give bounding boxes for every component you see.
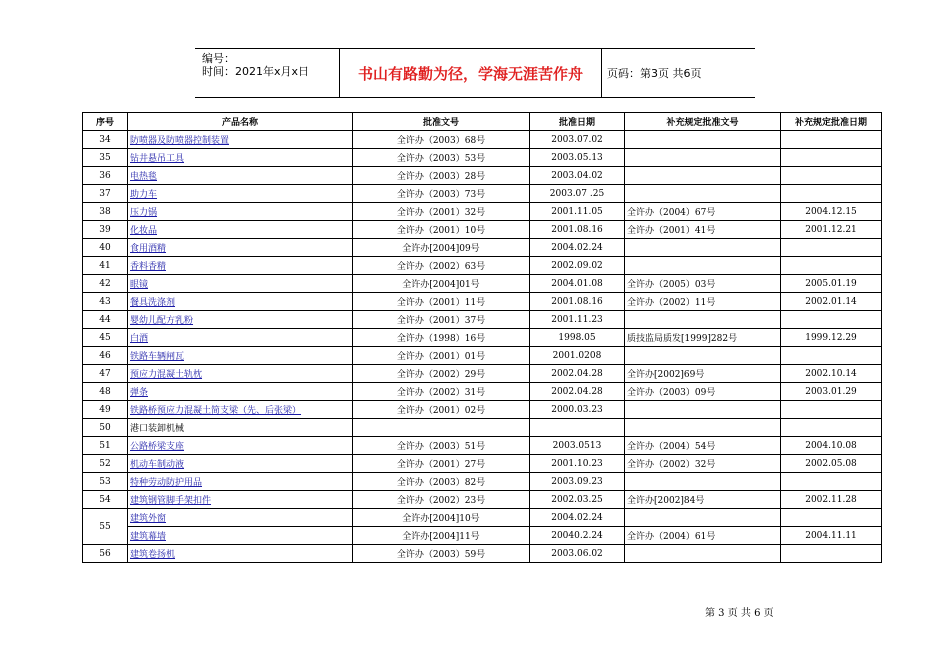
supplement-approval-date <box>781 149 882 167</box>
product-name-cell <box>128 221 353 239</box>
approval-number: 全许办（2001）27号 <box>353 455 530 473</box>
supplement-approval-number: 全许办[2002]84号 <box>625 491 781 509</box>
product-name-cell <box>128 491 353 509</box>
product-name-link[interactable]: 压力锅 <box>130 208 158 218</box>
table-row <box>83 347 882 365</box>
number-label: 编号： <box>202 52 235 65</box>
approval-date: 2003.07.02 <box>530 131 625 149</box>
approval-number: 全许办（2003）68号 <box>353 131 530 149</box>
table-row <box>83 293 882 311</box>
approval-date: 2003.09.23 <box>530 473 625 491</box>
table-row <box>83 383 882 401</box>
supplement-approval-number <box>625 131 781 149</box>
supplement-approval-number: 全许办（2005）03号 <box>625 275 781 293</box>
product-name-link[interactable]: 眼镜 <box>130 280 149 290</box>
supplement-approval-number <box>625 545 781 563</box>
product-name-cell <box>128 257 353 275</box>
product-name-link[interactable]: 铁路桥预应力混凝土简支梁（先、后张梁） <box>130 406 302 416</box>
product-name-cell <box>128 203 353 221</box>
table-row <box>83 149 882 167</box>
approval-number: 全许办（2001）01号 <box>353 347 530 365</box>
product-name-link[interactable]: 化妆品 <box>130 226 158 236</box>
product-name-cell <box>128 149 353 167</box>
approval-date: 2002.09.02 <box>530 257 625 275</box>
approval-number: 全许办（2001）37号 <box>353 311 530 329</box>
approval-date: 2004.02.24 <box>530 509 625 527</box>
approval-number: 全许办（2003）53号 <box>353 149 530 167</box>
table-row <box>83 167 882 185</box>
row-number: 48 <box>83 383 128 401</box>
row-number: 56 <box>83 545 128 563</box>
header-meta <box>195 49 340 97</box>
product-name-cell <box>128 383 353 401</box>
approval-number: 全许办（1998）16号 <box>353 329 530 347</box>
supplement-approval-number <box>625 149 781 167</box>
supplement-approval-number: 全许办[2002]69号 <box>625 365 781 383</box>
table-row <box>83 419 882 437</box>
supplement-approval-number <box>625 509 781 527</box>
row-number: 35 <box>83 149 128 167</box>
column-header-sup-date: 补充规定批准日期 <box>781 113 882 131</box>
product-name-link[interactable]: 建筑钢管脚手架扣件 <box>130 496 212 506</box>
row-number: 40 <box>83 239 128 257</box>
row-number: 55 <box>83 509 128 545</box>
supplement-approval-date <box>781 185 882 203</box>
approval-number: 全许办（2001）10号 <box>353 221 530 239</box>
approval-date: 2000.03.23 <box>530 401 625 419</box>
approval-date: 2001.11.23 <box>530 311 625 329</box>
row-number: 43 <box>83 293 128 311</box>
row-number: 38 <box>83 203 128 221</box>
table-row <box>83 257 882 275</box>
approval-number: 全许办[2004]01号 <box>353 275 530 293</box>
row-number: 36 <box>83 167 128 185</box>
approval-number: 全许办（2002）29号 <box>353 365 530 383</box>
product-name-link[interactable]: 助力车 <box>130 190 158 200</box>
supplement-approval-number <box>625 419 781 437</box>
product-name-link[interactable]: 预应力混凝土轨枕 <box>130 370 203 380</box>
approval-number: 全许办（2003）51号 <box>353 437 530 455</box>
product-name-cell <box>128 185 353 203</box>
product-name-link[interactable]: 公路桥梁支座 <box>130 442 185 452</box>
product-name-link[interactable]: 白酒 <box>130 334 149 344</box>
product-name-link[interactable]: 钻井悬吊工具 <box>130 154 185 164</box>
row-number: 46 <box>83 347 128 365</box>
supplement-approval-date: 2004.11.11 <box>781 527 882 545</box>
product-name-link[interactable]: 防喷器及防喷器控制装置 <box>130 136 230 146</box>
supplement-approval-number <box>625 401 781 419</box>
product-name-link[interactable]: 食用酒精 <box>130 244 167 254</box>
table-body <box>83 131 882 563</box>
approval-date: 2003.05.13 <box>530 149 625 167</box>
supplement-approval-date <box>781 401 882 419</box>
approval-number: 全许办（2002）23号 <box>353 491 530 509</box>
supplement-approval-number <box>625 167 781 185</box>
product-name-cell <box>128 311 353 329</box>
table-row <box>83 527 882 545</box>
supplement-approval-date <box>781 419 882 437</box>
approval-date: 20040.2.24 <box>530 527 625 545</box>
row-number: 51 <box>83 437 128 455</box>
product-name-cell <box>128 545 353 563</box>
product-name-cell <box>128 293 353 311</box>
approval-date: 2004.02.24 <box>530 239 625 257</box>
header-slogan: 书山有路勤为径，学海无涯苦作舟 <box>340 49 602 97</box>
supplement-approval-date: 2002.11.28 <box>781 491 882 509</box>
product-name-cell <box>128 455 353 473</box>
supplement-approval-number <box>625 473 781 491</box>
approval-date: 2003.06.02 <box>530 545 625 563</box>
approval-number: 全许办（2001）02号 <box>353 401 530 419</box>
supplement-approval-number <box>625 257 781 275</box>
approval-date: 2004.01.08 <box>530 275 625 293</box>
product-name-link[interactable]: 弹条 <box>130 388 149 398</box>
table-row <box>83 329 882 347</box>
supplement-approval-date <box>781 311 882 329</box>
approval-date: 2003.0513 <box>530 437 625 455</box>
supplement-approval-date: 2002.05.08 <box>781 455 882 473</box>
row-number: 52 <box>83 455 128 473</box>
product-name-cell <box>128 365 353 383</box>
row-number: 39 <box>83 221 128 239</box>
supplement-approval-number <box>625 239 781 257</box>
table-row <box>83 131 882 149</box>
approval-date: 2002.03.25 <box>530 491 625 509</box>
page-header <box>195 48 755 98</box>
approval-number: 全许办（2001）32号 <box>353 203 530 221</box>
page-footer: 第 3 页 共 6 页 <box>705 608 774 619</box>
approval-date: 2002.04.28 <box>530 383 625 401</box>
supplement-approval-date <box>781 347 882 365</box>
approval-number: 全许办（2003）59号 <box>353 545 530 563</box>
row-number: 47 <box>83 365 128 383</box>
approval-number: 全许办（2001）11号 <box>353 293 530 311</box>
supplement-approval-date: 2003.01.29 <box>781 383 882 401</box>
table-row <box>83 509 882 527</box>
supplement-approval-date <box>781 239 882 257</box>
product-name-cell <box>128 131 353 149</box>
table-row <box>83 185 882 203</box>
column-header-approval: 批准文号 <box>353 113 530 131</box>
approval-date: 2001.08.16 <box>530 293 625 311</box>
row-number: 41 <box>83 257 128 275</box>
table-header-row <box>83 113 882 131</box>
table-row <box>83 311 882 329</box>
product-table <box>82 112 882 563</box>
row-number: 34 <box>83 131 128 149</box>
supplement-approval-number: 全许办（2004）54号 <box>625 437 781 455</box>
product-name-link[interactable]: 餐具洗涤剂 <box>130 298 176 308</box>
supplement-approval-number: 全许办（2004）61号 <box>625 527 781 545</box>
supplement-approval-number: 质技监局质发[1999]282号 <box>625 329 781 347</box>
row-number: 53 <box>83 473 128 491</box>
product-name-cell <box>128 401 353 419</box>
header-page-label: 页码：第3页 共6页 <box>607 67 702 80</box>
column-header-sup-approval: 补充规定批准文号 <box>625 113 781 131</box>
approval-date <box>530 419 625 437</box>
table-row <box>83 491 882 509</box>
product-name-cell <box>128 437 353 455</box>
approval-date: 2003.07 .25 <box>530 185 625 203</box>
approval-number: 全许办[2004]09号 <box>353 239 530 257</box>
column-header-name: 产品名称 <box>128 113 353 131</box>
supplement-approval-number: 全许办（2003）09号 <box>625 383 781 401</box>
supplement-approval-date <box>781 257 882 275</box>
approval-date: 1998.05 <box>530 329 625 347</box>
supplement-approval-number: 全许办（2001）41号 <box>625 221 781 239</box>
product-name-link[interactable]: 机动车制动液 <box>130 460 185 470</box>
supplement-approval-date: 2002.01.14 <box>781 293 882 311</box>
row-number: 50 <box>83 419 128 437</box>
supplement-approval-number <box>625 185 781 203</box>
supplement-approval-date: 2005.01.19 <box>781 275 882 293</box>
table-row <box>83 203 882 221</box>
approval-number: 全许办[2004]10号 <box>353 509 530 527</box>
product-name-cell <box>128 275 353 293</box>
approval-date: 2001.11.05 <box>530 203 625 221</box>
approval-number: 全许办（2003）73号 <box>353 185 530 203</box>
table-row <box>83 365 882 383</box>
product-name-link[interactable]: 婴幼儿配方乳粉 <box>130 316 194 326</box>
supplement-approval-number <box>625 347 781 365</box>
approval-date: 2001.08.16 <box>530 221 625 239</box>
row-number: 45 <box>83 329 128 347</box>
product-name-cell <box>128 527 353 545</box>
table-row <box>83 437 882 455</box>
time-label: 时间：2021年x月x日 <box>202 65 310 78</box>
approval-number: 全许办（2002）31号 <box>353 383 530 401</box>
supplement-approval-date <box>781 131 882 149</box>
product-name-cell <box>128 473 353 491</box>
row-number: 54 <box>83 491 128 509</box>
row-number: 49 <box>83 401 128 419</box>
product-name-link[interactable]: 建筑外窗 <box>130 514 167 524</box>
table-row <box>83 239 882 257</box>
approval-date: 2001.10.23 <box>530 455 625 473</box>
supplement-approval-date <box>781 473 882 491</box>
product-name-link[interactable]: 香料香精 <box>130 262 167 272</box>
approval-number: 全许办（2003）82号 <box>353 473 530 491</box>
column-header-date: 批准日期 <box>530 113 625 131</box>
approval-date: 2003.04.02 <box>530 167 625 185</box>
supplement-approval-date: 2004.12.15 <box>781 203 882 221</box>
product-name-link[interactable]: 建筑幕墙 <box>130 532 167 542</box>
product-name-cell <box>128 329 353 347</box>
column-header-no: 序号 <box>83 113 128 131</box>
supplement-approval-date: 1999.12.29 <box>781 329 882 347</box>
approval-date: 2001.0208 <box>530 347 625 365</box>
supplement-approval-number: 全许办（2002）32号 <box>625 455 781 473</box>
table-row <box>83 221 882 239</box>
supplement-approval-date: 2002.10.14 <box>781 365 882 383</box>
approval-number <box>353 419 530 437</box>
approval-date: 2002.04.28 <box>530 365 625 383</box>
supplement-approval-number <box>625 311 781 329</box>
table-row <box>83 401 882 419</box>
supplement-approval-number: 全许办（2004）67号 <box>625 203 781 221</box>
product-name-link[interactable]: 铁路车辆闸瓦 <box>130 352 185 362</box>
table-row <box>83 473 882 491</box>
row-number: 44 <box>83 311 128 329</box>
supplement-approval-date <box>781 509 882 527</box>
product-name-link[interactable]: 建筑卷扬机 <box>130 550 176 560</box>
approval-number: 全许办（2003）28号 <box>353 167 530 185</box>
supplement-approval-number: 全许办（2002）11号 <box>625 293 781 311</box>
row-number: 37 <box>83 185 128 203</box>
product-name-cell <box>128 347 353 365</box>
approval-number: 全许办（2002）63号 <box>353 257 530 275</box>
row-number: 42 <box>83 275 128 293</box>
approval-number: 全许办[2004]11号 <box>353 527 530 545</box>
table-row <box>83 455 882 473</box>
supplement-approval-date <box>781 167 882 185</box>
supplement-approval-date <box>781 545 882 563</box>
product-name-cell <box>128 167 353 185</box>
product-name-link[interactable]: 电热毯 <box>130 172 158 182</box>
table-row <box>83 545 882 563</box>
supplement-approval-date: 2001.12.21 <box>781 221 882 239</box>
product-name-cell <box>128 239 353 257</box>
product-name-cell <box>128 509 353 527</box>
table-row <box>83 275 882 293</box>
product-name-cell: 港口装卸机械 <box>128 419 353 437</box>
product-name-link[interactable]: 特种劳动防护用品 <box>130 478 203 488</box>
supplement-approval-date: 2004.10.08 <box>781 437 882 455</box>
